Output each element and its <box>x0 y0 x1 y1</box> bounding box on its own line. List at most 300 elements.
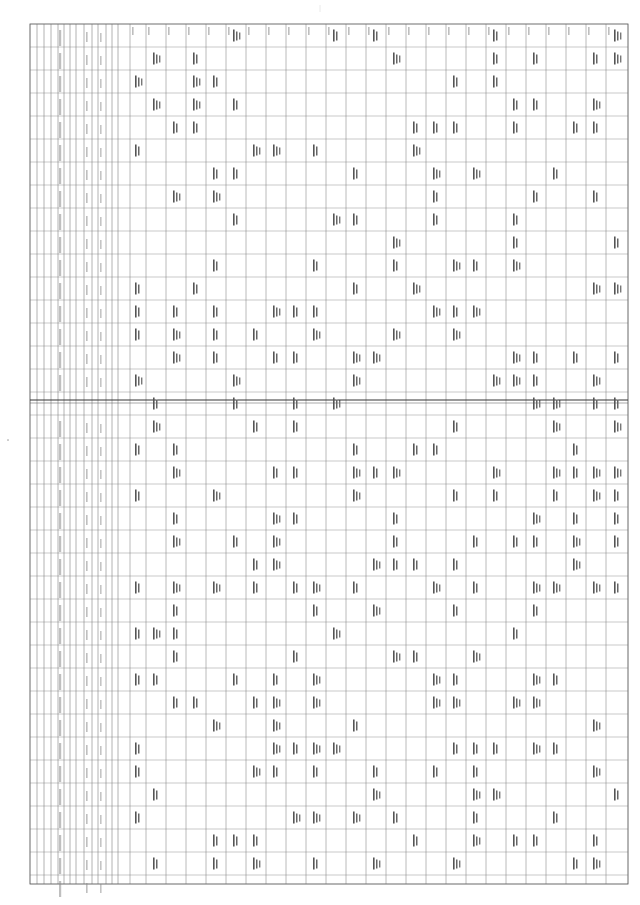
cell-entry-line <box>456 308 458 317</box>
cell-entry <box>393 467 400 479</box>
row-code-text <box>86 883 88 893</box>
cell-entry-line <box>456 492 458 501</box>
cell-entry-line <box>536 538 538 547</box>
cell-entry-line <box>513 835 515 847</box>
cell-entry-line <box>573 858 575 870</box>
cell-entry-line <box>396 331 398 340</box>
cell-entry-line <box>339 401 340 408</box>
cell-entry <box>473 789 480 801</box>
cell-entry-line <box>359 355 360 362</box>
cell-entry-line <box>556 676 558 685</box>
row-number-text <box>100 217 102 226</box>
cell-entry-line <box>138 676 140 685</box>
cell-entry <box>293 582 298 594</box>
column-header-text <box>488 27 490 35</box>
cell-entry-line <box>313 812 315 824</box>
cell-entry-line <box>436 699 438 708</box>
cell-entry-line <box>596 768 598 777</box>
cell-entry-line <box>313 605 315 617</box>
cell-entry <box>433 168 440 180</box>
cell-entry-line <box>479 792 480 799</box>
row-code-text <box>86 722 88 732</box>
cell-entry-line <box>259 861 260 868</box>
cell-entry <box>493 30 498 42</box>
cell-entry-line <box>276 768 278 777</box>
cell-entry-line <box>135 812 137 824</box>
cell-entry-line <box>339 217 340 224</box>
cell-entry-line <box>176 538 178 547</box>
cell-entry-line <box>193 122 195 134</box>
cell-entry-line <box>259 769 260 776</box>
cell-entry <box>353 467 360 479</box>
cell-entry <box>373 858 380 870</box>
cell-entry-line <box>353 214 355 226</box>
cell-entry-line <box>336 630 338 639</box>
cell-entry-line <box>476 308 478 317</box>
cell-entry-line <box>453 697 455 709</box>
cell-entry <box>553 398 560 410</box>
cell-entry-line <box>476 584 478 593</box>
cell-entry <box>553 421 560 433</box>
cell-entry-line <box>253 766 255 778</box>
cell-entry-line <box>273 513 275 525</box>
cell-entry-line <box>233 375 235 387</box>
cell-entry-line <box>476 791 478 800</box>
cell-entry-line <box>293 398 295 410</box>
cell-entry-line <box>319 700 320 707</box>
cell-entry-line <box>319 815 320 822</box>
cell-entry-line <box>576 124 578 133</box>
cell-entry-line <box>617 400 619 409</box>
cell-entry-line <box>173 651 175 663</box>
cell-entry <box>353 375 360 387</box>
cell-entry-line <box>193 697 195 709</box>
cell-entry-line <box>213 76 215 88</box>
cell-entry-line <box>359 470 360 477</box>
row-number-text <box>100 861 102 870</box>
cell-entry <box>373 605 380 617</box>
cell-entry <box>135 628 140 640</box>
cell-entry-line <box>273 306 275 318</box>
cell-entry <box>473 168 480 180</box>
cell-entry-line <box>396 262 398 271</box>
scan-dot <box>7 439 9 441</box>
cell-entry-line <box>456 423 458 432</box>
cell-entry-line <box>313 260 315 272</box>
cell-entry-line <box>599 723 600 730</box>
cell-entry <box>273 559 280 571</box>
cell-entry <box>353 720 358 732</box>
row-number-text <box>100 792 102 801</box>
cell-entry-line <box>413 283 415 295</box>
cell-entry-line <box>553 467 555 479</box>
cell-entry-line <box>256 423 258 432</box>
cell-entry-line <box>453 674 455 686</box>
cell-entry <box>513 352 520 364</box>
row-label-text <box>59 76 61 92</box>
cell-entry-line <box>516 262 518 271</box>
cell-entry-line <box>614 352 616 364</box>
cell-entry-line <box>479 171 480 178</box>
row-code-text <box>86 469 88 479</box>
cell-entry <box>233 168 238 180</box>
row-label-text <box>59 881 61 897</box>
cell-entry-line <box>473 306 475 318</box>
cell-entry-line <box>433 122 435 134</box>
cell-entry-line <box>356 170 358 179</box>
cell-entry <box>213 329 218 341</box>
cell-entry-line <box>135 582 137 594</box>
cell-entry-line <box>416 837 418 846</box>
row-code-text <box>86 193 88 203</box>
cell-entry <box>313 858 318 870</box>
cell-entry-line <box>193 99 195 111</box>
cell-entry-line <box>596 124 598 133</box>
cell-entry <box>473 651 480 663</box>
row-label-text <box>59 490 61 506</box>
cell-entry-line <box>193 283 195 295</box>
cell-entry-line <box>479 309 480 316</box>
row-number-text <box>100 309 102 318</box>
cell-entry <box>293 306 298 318</box>
row-number-text <box>100 148 102 157</box>
cell-entry-line <box>256 331 258 340</box>
cell-entry-line <box>135 329 137 341</box>
cell-entry-line <box>516 216 518 225</box>
cell-entry <box>533 375 538 387</box>
cell-entry-line <box>593 283 595 295</box>
cell-entry <box>353 582 358 594</box>
cell-entry <box>233 674 238 686</box>
cell-entry-line <box>536 745 538 754</box>
cell-entry-line <box>579 539 580 546</box>
cell-entry <box>573 559 580 571</box>
cell-entry <box>533 674 540 686</box>
cell-entry <box>614 398 619 410</box>
row-code-text <box>86 239 88 249</box>
cell-entry-line <box>276 745 278 754</box>
column-header-text <box>288 27 290 35</box>
cell-entry-line <box>376 768 378 777</box>
cell-entry-line <box>216 308 218 317</box>
cell-entry <box>273 352 278 364</box>
row-label-text <box>59 191 61 207</box>
cell-entry <box>353 214 358 226</box>
cell-entry <box>533 513 540 525</box>
column-header-text <box>468 27 470 35</box>
cell-entry <box>493 490 498 502</box>
cell-entry-line <box>213 352 215 364</box>
cell-entry-line <box>219 723 220 730</box>
cell-entry-line <box>356 722 358 731</box>
cell-entry-line <box>436 676 438 685</box>
cell-entry-line <box>219 194 220 201</box>
cell-entry <box>513 536 518 548</box>
cell-entry-line <box>293 306 295 318</box>
cell-entry <box>614 53 621 65</box>
cell-entry-line <box>596 101 598 110</box>
cell-entry <box>513 628 518 640</box>
cell-entry-line <box>173 191 175 203</box>
row-number-text <box>100 516 102 525</box>
cell-entry <box>213 76 218 88</box>
cell-entry <box>273 720 280 732</box>
cell-entry-line <box>459 263 460 270</box>
cell-entry <box>573 467 578 479</box>
cell-entry-line <box>433 766 435 778</box>
cell-entry-line <box>393 260 395 272</box>
row-label-text <box>59 536 61 552</box>
cell-entry <box>313 812 320 824</box>
cell-entry-line <box>176 515 178 524</box>
row-number-text <box>100 286 102 295</box>
cell-entry <box>393 536 398 548</box>
cell-entry-line <box>473 582 475 594</box>
cell-entry-line <box>153 398 155 410</box>
cell-entry-line <box>213 306 215 318</box>
cell-entry-line <box>135 375 137 387</box>
cell-entry-line <box>153 858 155 870</box>
cell-entry-line <box>135 283 137 295</box>
cell-entry-line <box>436 446 438 455</box>
cell-entry-line <box>536 193 538 202</box>
cell-entry-line <box>313 858 315 870</box>
cell-entry <box>573 122 578 134</box>
cell-entry <box>593 835 598 847</box>
cell-entry-line <box>617 32 619 41</box>
cell-entry-line <box>336 400 338 409</box>
cell-entry-line <box>614 789 616 801</box>
row-label-text <box>59 720 61 736</box>
cell-entry-line <box>356 216 358 225</box>
cell-entry-line <box>313 674 315 686</box>
cell-entry-line <box>256 860 258 869</box>
cell-entry-line <box>299 815 300 822</box>
cell-entry-line <box>213 260 215 272</box>
column-header-text <box>228 27 230 35</box>
cell-entry-line <box>599 286 600 293</box>
cell-entry-line <box>276 354 278 363</box>
cell-entry <box>493 375 500 387</box>
cell-entry-line <box>333 30 335 42</box>
cell-entry-line <box>396 55 398 64</box>
cell-entry-line <box>456 860 458 869</box>
cell-entry-line <box>573 467 575 479</box>
column-header-text <box>588 27 590 35</box>
cell-entry-line <box>353 444 355 456</box>
row-label-text <box>59 559 61 575</box>
cell-entry-line <box>399 654 400 661</box>
cell-entry-line <box>279 562 280 569</box>
cell-entry-line <box>516 699 518 708</box>
cell-entry-line <box>473 260 475 272</box>
cell-entry-line <box>479 654 480 661</box>
column-header-text <box>448 27 450 35</box>
cell-entry-line <box>253 421 255 433</box>
cell-entry <box>333 743 340 755</box>
cell-entry <box>353 444 358 456</box>
row-label-text <box>59 812 61 828</box>
cell-entry-line <box>476 837 478 846</box>
cell-entry-line <box>453 122 455 134</box>
cell-entry <box>313 605 318 617</box>
cell-entry <box>533 605 538 617</box>
cell-entry-line <box>536 607 538 616</box>
cell-entry-line <box>513 214 515 226</box>
cell-entry <box>593 122 598 134</box>
cell-entry-line <box>393 329 395 341</box>
cell-entry-line <box>519 355 520 362</box>
cell-entry-line <box>456 561 458 570</box>
cell-entry <box>593 720 600 732</box>
cell-entry <box>614 421 621 433</box>
cell-entry <box>473 835 480 847</box>
cell-entry-line <box>419 148 420 155</box>
cell-entry-line <box>596 285 598 294</box>
cell-entry-line <box>356 377 358 386</box>
cell-entry <box>453 421 458 433</box>
cell-entry <box>533 398 540 410</box>
cell-entry-line <box>620 470 621 477</box>
cell-entry-line <box>216 78 218 87</box>
cell-entry-line <box>353 168 355 180</box>
cell-entry-line <box>533 53 535 65</box>
cell-entry-line <box>599 470 600 477</box>
cell-entry <box>533 53 538 65</box>
cell-entry-line <box>316 262 318 271</box>
cell-entry-line <box>273 743 275 755</box>
cell-entry-line <box>596 193 598 202</box>
cell-entry <box>614 536 619 548</box>
cell-entry-line <box>135 766 137 778</box>
cell-entry-line <box>496 32 498 41</box>
row-number-text <box>100 194 102 203</box>
column-header-text <box>168 27 170 35</box>
cell-entry-line <box>159 631 160 638</box>
cell-entry-line <box>416 147 418 156</box>
cell-entry-line <box>516 630 518 639</box>
cell-entry <box>153 858 158 870</box>
cell-entry <box>333 30 338 42</box>
cell-entry <box>413 145 420 157</box>
cell-entry-line <box>393 53 395 65</box>
cell-entry-line <box>599 585 600 592</box>
cell-entry-line <box>273 697 275 709</box>
cell-entry <box>193 53 198 65</box>
cell-entry-line <box>239 378 240 385</box>
cell-entry-line <box>376 32 378 41</box>
cell-entry-line <box>135 743 137 755</box>
cell-entry-line <box>596 837 598 846</box>
cell-entry-line <box>199 102 200 109</box>
cell-entry <box>173 513 178 525</box>
cell-entry-line <box>141 378 142 385</box>
cell-entry <box>453 605 458 617</box>
cell-entry-line <box>153 789 155 801</box>
cell-entry-line <box>279 700 280 707</box>
cell-entry <box>393 329 400 341</box>
cell-entry-line <box>493 76 495 88</box>
cell-entry-line <box>599 493 600 500</box>
cell-entry <box>453 697 460 709</box>
cell-entry <box>413 283 420 295</box>
row-number-text <box>100 585 102 594</box>
cell-entry-line <box>353 582 355 594</box>
cell-entry-line <box>273 674 275 686</box>
cell-entry <box>193 99 200 111</box>
cell-entry-line <box>559 470 560 477</box>
cell-entry-line <box>293 352 295 364</box>
cell-entry-line <box>236 216 238 225</box>
cell-entry-line <box>614 513 616 525</box>
cell-entry-line <box>617 285 619 294</box>
cell-entry-line <box>213 490 215 502</box>
cell-entry-line <box>216 170 218 179</box>
cell-entry <box>353 283 358 295</box>
cell-entry-line <box>293 582 295 594</box>
cell-entry <box>213 168 218 180</box>
row-number-text <box>100 125 102 134</box>
cell-entry <box>433 122 438 134</box>
cell-entry-line <box>617 584 619 593</box>
column-header-text <box>608 27 610 35</box>
cell-entry-line <box>276 561 278 570</box>
cell-entry-line <box>316 147 318 156</box>
cell-entry-line <box>533 536 535 548</box>
cell-entry-line <box>273 467 275 479</box>
cell-entry <box>473 306 480 318</box>
cell-entry-line <box>614 490 616 502</box>
cell-entry-line <box>593 191 595 203</box>
cell-entry-line <box>453 605 455 617</box>
cell-entry-line <box>316 768 318 777</box>
cell-entry-line <box>596 400 598 409</box>
cell-entry-line <box>296 745 298 754</box>
cell-entry <box>493 789 500 801</box>
cell-entry <box>293 513 298 525</box>
cell-entry <box>193 283 198 295</box>
cell-entry-line <box>473 835 475 847</box>
cell-entry-line <box>173 628 175 640</box>
cell-entry-line <box>273 352 275 364</box>
row-code-text <box>86 101 88 111</box>
cell-entry <box>233 30 240 42</box>
cell-entry-line <box>393 467 395 479</box>
row-number-text <box>100 378 102 387</box>
cell-entry-line <box>293 812 295 824</box>
cell-entry-line <box>236 837 238 846</box>
cell-entry-line <box>359 815 360 822</box>
cell-entry-line <box>233 398 235 410</box>
row-label-text <box>59 237 61 253</box>
cell-entry-line <box>353 467 355 479</box>
cell-entry-line <box>599 861 600 868</box>
cell-entry-line <box>393 237 395 249</box>
row-label-text <box>59 743 61 759</box>
cell-entry-line <box>576 515 578 524</box>
cell-entry-line <box>293 651 295 663</box>
cell-entry-line <box>156 423 158 432</box>
cell-entry <box>373 352 380 364</box>
row-code-text <box>86 170 88 180</box>
cell-entry <box>273 145 280 157</box>
cell-entry <box>393 237 400 249</box>
cell-entry <box>313 145 318 157</box>
cell-entry-line <box>596 722 598 731</box>
cell-entry-line <box>336 216 338 225</box>
cell-entry-line <box>393 513 395 525</box>
cell-entry-line <box>313 766 315 778</box>
